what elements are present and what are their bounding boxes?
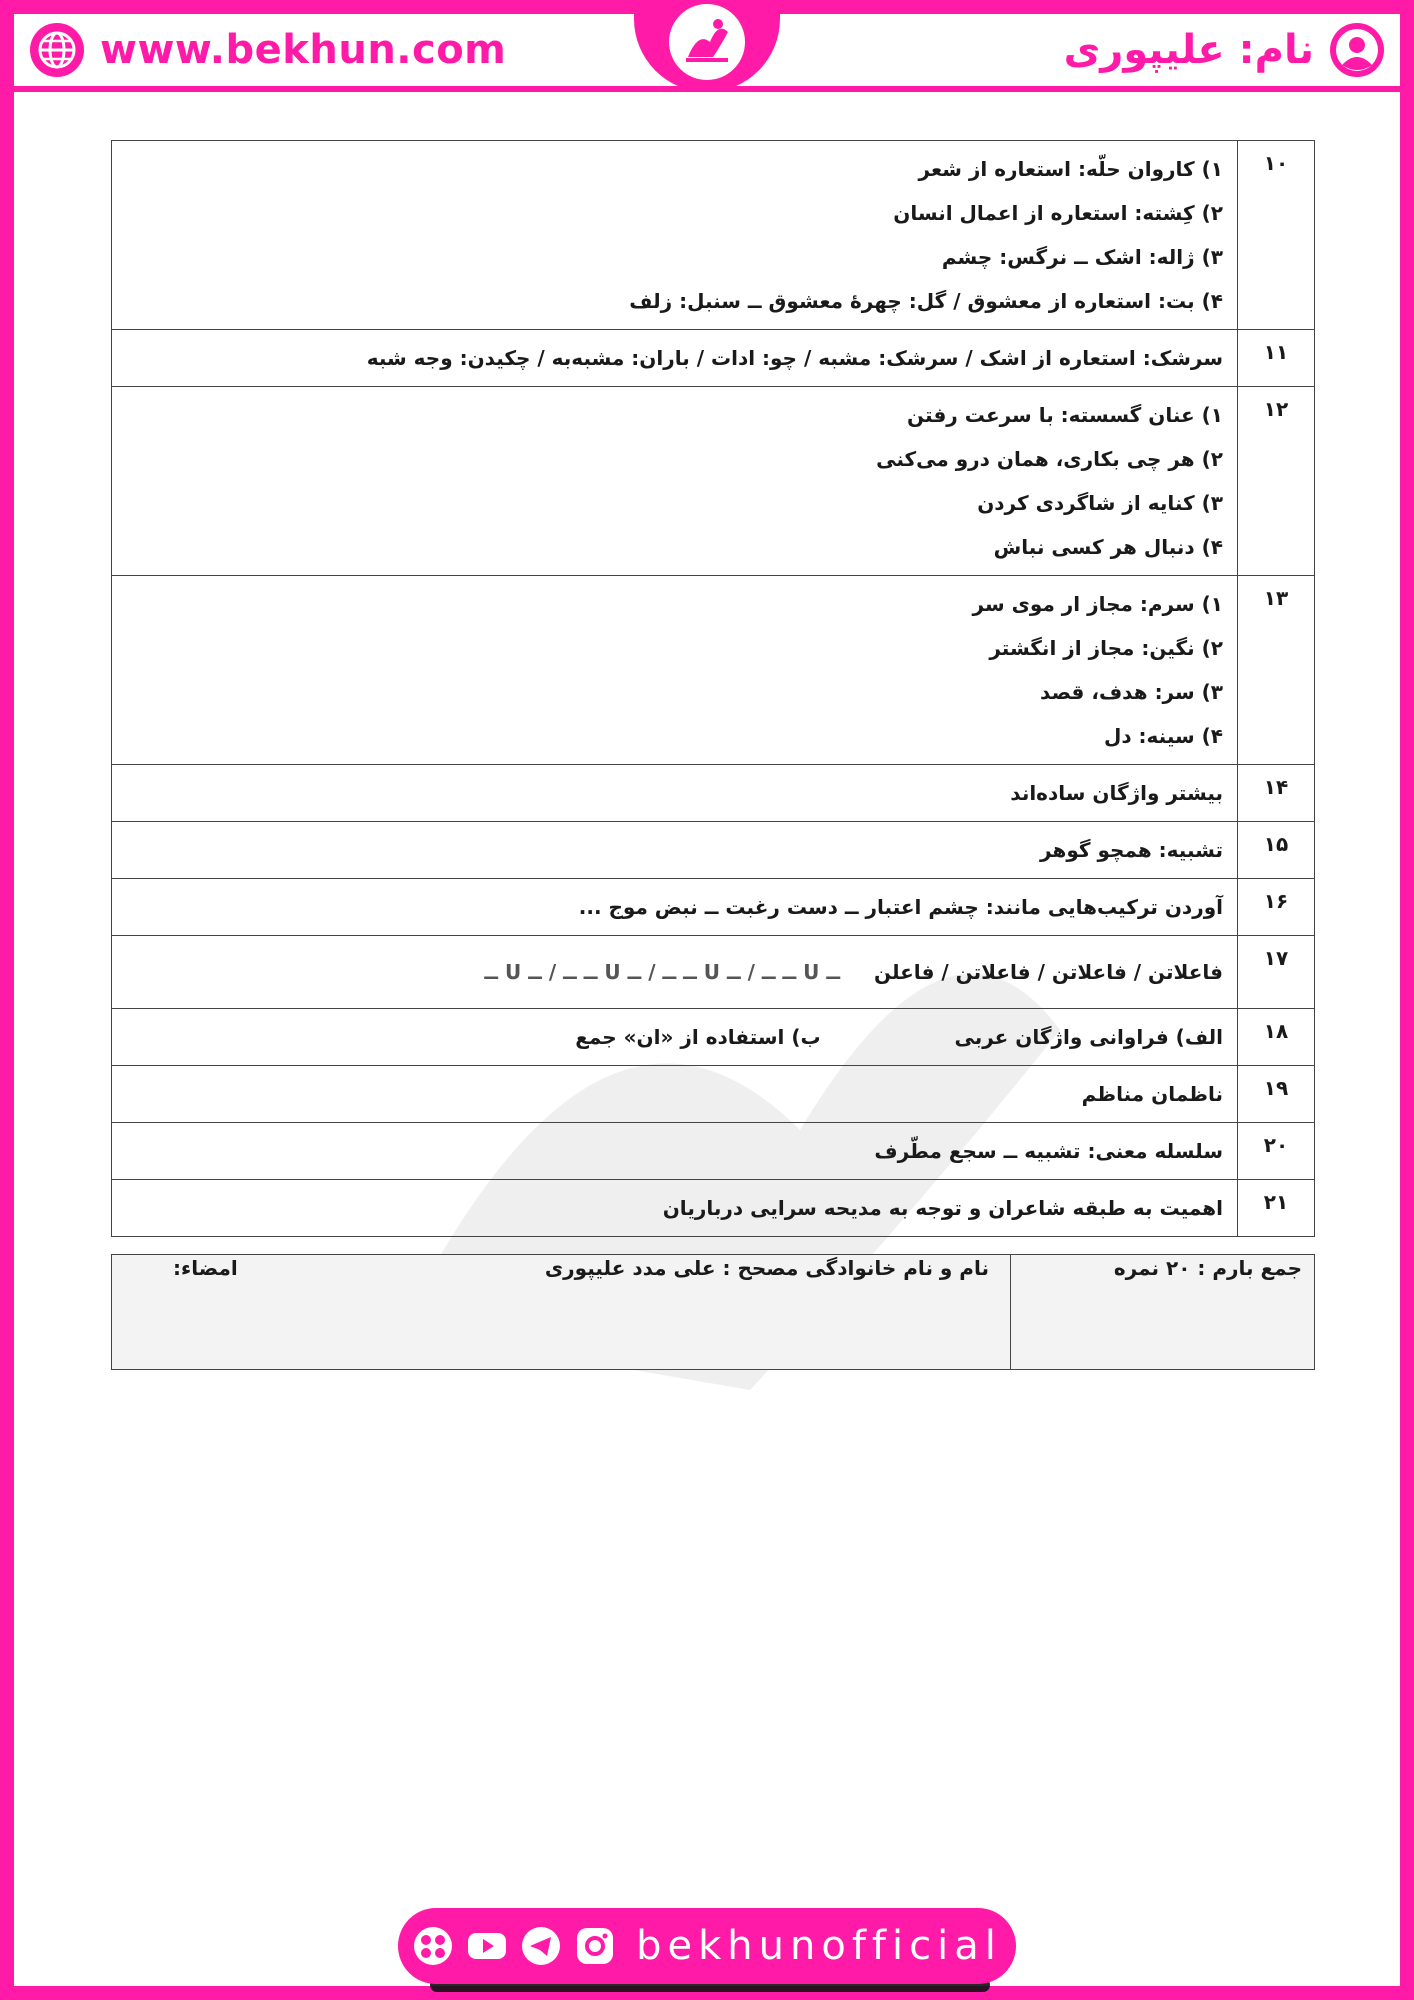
answer-line: ۱) کاروان حلّه: استعاره از شعر xyxy=(918,157,1223,181)
table-row xyxy=(112,1180,1315,1237)
question-number: ۱۶ xyxy=(1238,879,1315,936)
student-name xyxy=(1064,18,1386,82)
table-row xyxy=(112,576,1315,765)
meter-scansion: ــ U ــ ــ / ــ U ــ ــ / ــ U ــ ــ / ــ U ــ xyxy=(484,960,841,984)
bekhun-logo xyxy=(658,2,756,88)
answer-line: ناظمان مناظم xyxy=(1081,1082,1223,1106)
answer-line: ۴) سینه: دل xyxy=(1103,724,1223,748)
footer-row xyxy=(112,1255,1315,1370)
answer-cell xyxy=(112,879,1238,936)
table-row xyxy=(112,1066,1315,1123)
table-row xyxy=(112,936,1315,1009)
instagram-icon[interactable] xyxy=(574,1925,616,1967)
table-row xyxy=(112,822,1315,879)
table-row xyxy=(112,1009,1315,1066)
answer-line: ۱) عنان گسسته: با سرعت رفتن xyxy=(907,403,1223,427)
answer-line: سلسله معنی: تشبیه ــ سجع مطّرف xyxy=(874,1139,1223,1163)
answer-line: اهمیت به طبقه شاعران و توجه به مدیحه سرایی درباریان xyxy=(662,1196,1223,1220)
answer-part-b: ب) استفاده از «ان» جمع xyxy=(575,1025,821,1049)
answer-part-a: الف) فراوانی واژگان عربی xyxy=(954,1025,1223,1049)
question-number: ۲۰ xyxy=(1238,1123,1315,1180)
answer-cell xyxy=(112,576,1238,765)
answer-line: تشبیه: همچو گوهر xyxy=(1040,838,1223,862)
question-number: ۱۱ xyxy=(1238,330,1315,387)
answer-line: ۱) سرم: مجاز ار موی سر xyxy=(972,592,1223,616)
total-score: جمع بارم : ۲۰ نمره xyxy=(1011,1255,1315,1370)
answer-cell xyxy=(112,141,1238,330)
table-row xyxy=(112,387,1315,576)
meter-feet: فاعلاتن / فاعلاتن / فاعلاتن / فاعلن xyxy=(873,960,1223,984)
website-text: www.bekhun.com xyxy=(100,27,507,73)
answer-line: ۲) هر چی بکاری، همان درو می‌کنی xyxy=(876,447,1223,471)
answer-line: ۲) نگین: مجاز از انگشتر xyxy=(989,636,1223,660)
answer-line: ۳) سر: هدف، قصد xyxy=(1040,680,1223,704)
answer-cell xyxy=(112,822,1238,879)
aparat-icon[interactable] xyxy=(412,1925,454,1967)
question-number: ۱۹ xyxy=(1238,1066,1315,1123)
answer-cell xyxy=(112,330,1238,387)
social-handle[interactable]: bekhunofficial xyxy=(636,1923,1002,1969)
answer-line: ۴) بت: استعاره از معشوق / گل: چهرهٔ معشوق ــ سنبل: زلف xyxy=(629,289,1223,313)
question-number: ۱۷ xyxy=(1238,936,1315,1009)
answer-cell xyxy=(112,1066,1238,1123)
question-number: ۱۸ xyxy=(1238,1009,1315,1066)
table-row xyxy=(112,1123,1315,1180)
answer-cell xyxy=(112,1009,1238,1066)
website-link[interactable] xyxy=(28,18,506,82)
question-number: ۱۰ xyxy=(1238,141,1315,330)
table-row xyxy=(112,141,1315,330)
globe-icon xyxy=(28,21,86,79)
meter-line xyxy=(122,950,1223,994)
answer-line: سرشک: استعاره از اشک / سرشک: مشبه / چو: ادات / باران: مشبه‌به / چکیدن: وجه شبه xyxy=(366,346,1223,370)
user-icon xyxy=(1328,21,1386,79)
name-label: نام: علیپوری xyxy=(1063,27,1314,73)
youtube-icon[interactable] xyxy=(466,1925,508,1967)
answer-table xyxy=(111,140,1315,1237)
answer-cell xyxy=(112,936,1238,1009)
table-row xyxy=(112,879,1315,936)
question-number: ۲۱ xyxy=(1238,1180,1315,1237)
question-number: ۱۵ xyxy=(1238,822,1315,879)
signature-label: امضاء: xyxy=(173,1256,238,1280)
answer-line: آوردن ترکیب‌هایی مانند: چشم اعتبار ــ دست رغبت ــ نبض موج ... xyxy=(578,895,1223,919)
question-number: ۱۲ xyxy=(1238,387,1315,576)
table-row xyxy=(112,330,1315,387)
corrector-cell xyxy=(112,1255,1011,1370)
answer-line: ۴) دنبال هر کسی نباش xyxy=(993,535,1223,559)
telegram-icon[interactable] xyxy=(520,1925,562,1967)
answer-cell xyxy=(112,765,1238,822)
answer-line: ۲) کِشته: استعاره از اعمال انسان xyxy=(893,201,1223,225)
question-number: ۱۴ xyxy=(1238,765,1315,822)
answer-line: ۳) کنایه از شاگردی کردن xyxy=(977,491,1223,515)
table-row xyxy=(112,765,1315,822)
footer-table xyxy=(111,1254,1315,1370)
answer-line: بیشتر واژگان ساده‌اند xyxy=(1010,781,1223,805)
answer-cell xyxy=(112,1180,1238,1237)
social-bar[interactable] xyxy=(398,1908,1016,1984)
question-number: ۱۳ xyxy=(1238,576,1315,765)
answer-line: ۳) ژاله: اشک ــ نرگس: چشم xyxy=(941,245,1223,269)
corrector-name: نام و نام خانوادگی مصحح : علی مدد علیپوری xyxy=(544,1256,989,1280)
answer-cell xyxy=(112,1123,1238,1180)
answer-line xyxy=(122,1015,1223,1059)
answer-cell xyxy=(112,387,1238,576)
